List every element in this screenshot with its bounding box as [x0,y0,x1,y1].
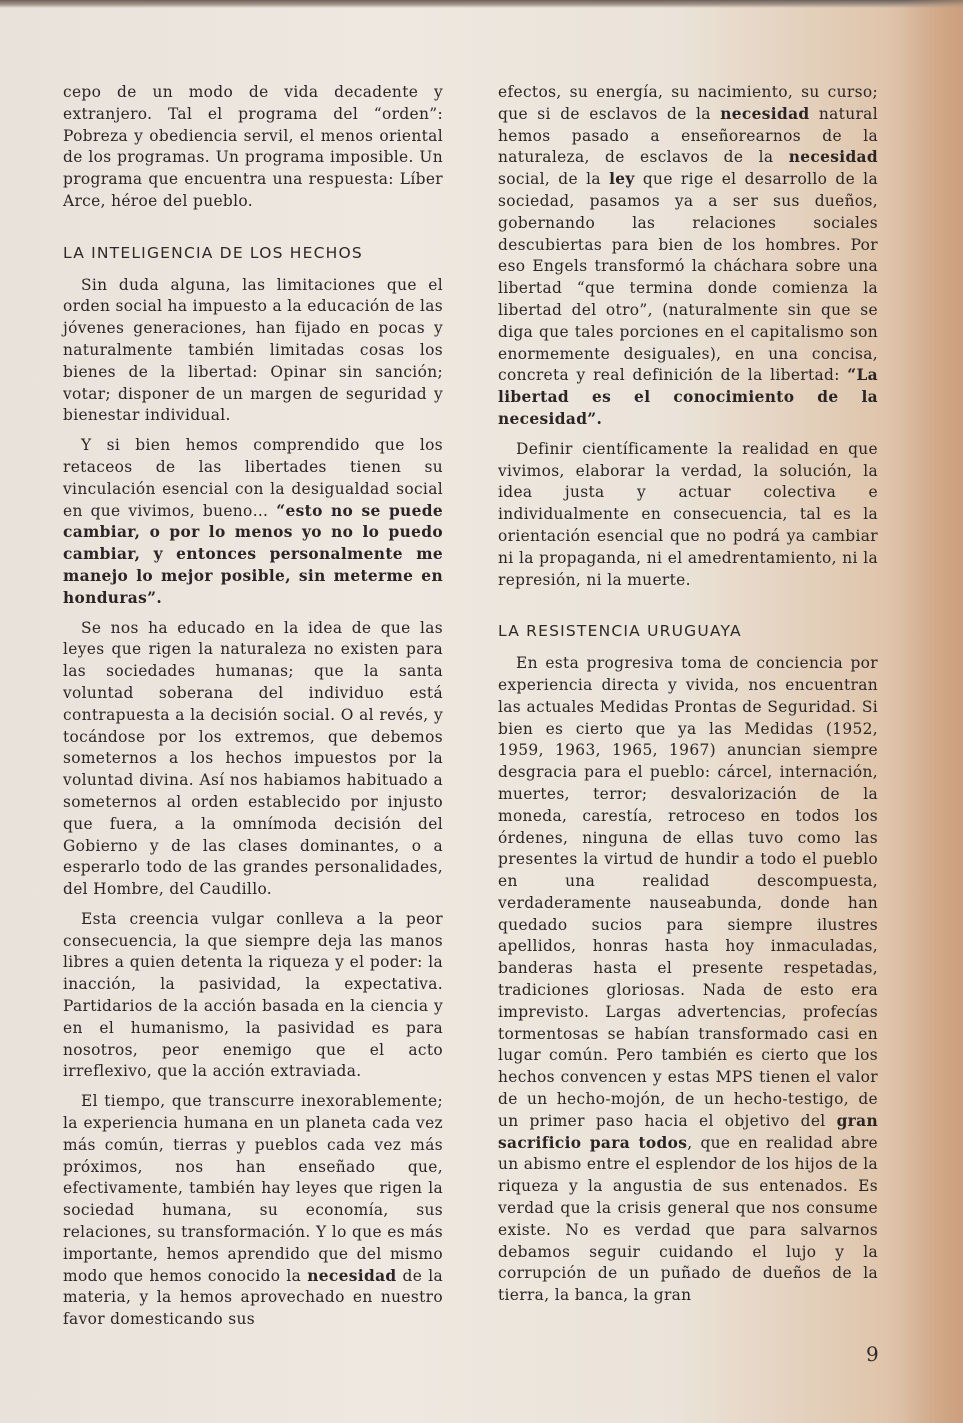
left-paragraph-6-necesidad: necesidad [307,1266,397,1285]
right-p3-a: En esta progresiva toma de conciencia por experiencia directa y vivida, nos encuentran las actuales Medidas Prontas de Seguridad. Si bien es cierto que ya las Medidas (1952, 1959, 1963, 1965, 1967) anuncian siempre desgracia para el pueblo: cárcel, internación, muertes, terror; desvalorización de la moneda, carestía, retroceso en todos los órdenes, ninguna de ellas tuvo como las presentes la virtud de hundir a todo el pueblo en una realidad descompuesta, verdaderamente nauseabunda, donde han quedado sucios para siempre ilustres apellidos, honras hasta hoy inmaculadas, banderas hasta el presente respetadas, tradiciones gloriosas. Nada de esto era imprevisto. Largas advertencias, profecías tormentosas se habían transformado casi en lugar común. Pero también es cierto que los hechos convencen y estas MPS tienen el valor de un hecho-mojón, de un hecho-testigo, de un primer paso hacia el objetivo del [498,654,878,1130]
page-top-edge [0,0,963,8]
left-paragraph-3 [63,435,443,609]
left-paragraph-3-quote: “esto no se puede cambiar, o por lo menos yo no lo puedo cambiar, y entonces personalmente me manejo lo mejor posible, sin meterme en honduras”. [63,501,443,607]
right-p1-engels-quote: “La libertad es el conocimiento de la necesidad”. [498,366,878,428]
left-paragraph-3-text: Y si bien hemos comprendido que los retaceos de las libertades tienen su vinculación esencial con la desigualdad social en que vivimos, bueno… [63,436,443,520]
right-p1-necesidad-2: necesidad [788,148,878,167]
page-right-shadow [903,0,963,1423]
left-paragraph-5: Esta creencia vulgar conlleva a la peor consecuencia, la que siempre deja las manos libres a quien detenta la riqueza y el poder: la inacción, la pasividad, la expectativa. Partidarios de la acción basada en la ciencia y en el humanismo, la pasividad es para nosotros, peor enemigo que el acto irreflexivo, que la acción extraviada. [63,909,443,1081]
left-paragraph-6-text-a: El tiempo, que transcurre inexorablemente; la experiencia humana en un planeta cada vez más común, tierras y pueblos cada vez más próximos, nos han enseñado que, efectivamente, también hay leyes que rigen la sociedad humana, su economía, sus relaciones, su transformación. Y lo que es más importante, hemos aprendido que del mismo modo que hemos conocido la [63,1092,443,1285]
right-paragraph-1 [498,82,878,431]
right-p1-g: que rige el desarrollo de la sociedad, pasamos ya a ser sus dueños, gobernando las relaciones sociales descubiertas para bien de los hombres. Por eso Engels transformó la cháchara sobre una libertad “que termina donde comienza la libertad del otro”, (naturalmente sin que se diga que tales porciones en el capitalismo son enormemente desiguales), en una concisa, concreta y real definición de la libertad: [498,170,878,385]
right-p1-e: social, de la [498,170,610,189]
right-paragraph-2: Definir científicamente la realidad en que vivimos, elaborar la verdad, la solución, la idea justa y actuar colectiva e individualmente en consecuencia, tal es la orientación esencial que no podrá ya cambiar ni la propaganda, ni el amedrentamiento, ni la represión, ni la muerte. [498,439,878,589]
left-paragraph-1: cepo de un modo de vida decadente y extranjero. Tal el programa del “orden”: Pobreza y obediencia servil, el menos oriental de los programas. Un programa imposible. Un programa que encuentra una respuesta: Líber Arce, héroe del pueblo. [63,83,443,210]
right-paragraph-3 [498,653,878,1307]
right-p1-ley: ley [609,170,635,189]
left-paragraph-4: Se nos ha educado en la idea de que las leyes que rigen la naturaleza no existen para las sociedades humanas; que la santa voluntad soberana del individuo está contrapuesta a la decisión social. O al revés, y tocándose por los extremos, que debemos someternos a los hechos impuestos por la voluntad divina. Así nos habiamos habituado a someternos al orden establecido por injusto que fuera, a la omnímoda decisión del Gobierno y de las clases dominantes, o a esperarlo todo de las grandes personalidades, del Hombre, del Caudillo. [63,618,443,899]
section-heading-resistencia: LA RESISTENCIA URUGUAYA [498,622,742,641]
left-column [63,82,443,1339]
right-p1-a: efectos, su energía, su nacimiento, su curso; que si de esclavos de la [498,83,878,123]
page-number: 9 [866,1342,879,1366]
right-p3-gran-sacrificio: gran sacrificio para todos [498,1111,878,1152]
right-p1-necesidad-1: necesidad [720,104,810,123]
left-paragraph-2: Sin duda alguna, las limitaciones que el orden social ha impuesto a la educación de las jóvenes generaciones, han fijado en pocas y naturalmente también limitadas cosas los bienes de la libertad: Opinar sin sanción; votar; disponer de un margen de seguridad y bienestar individual. [63,275,443,425]
right-p1-c: natural hemos pasado a enseñorearnos de la naturaleza, de esclavos de la [498,104,878,167]
right-column [498,82,878,1315]
left-paragraph-6 [63,1091,443,1331]
right-p3-c: , que en realidad abre un abismo entre el esplendor de los hijos de la riqueza y la angustia de sus entenados. Es verdad que la crisis general que nos consume existe. No es verdad que para salvarnos debamos seguir cuidando el lujo y la corrupción de un puñado de dueños de la tierra, la banca, la gran [498,1133,878,1305]
left-paragraph-6-text-c: de la materia, y la hemos aprovechado en nuestro favor domesticando sus [63,1266,443,1329]
section-heading-inteligencia: LA INTELIGENCIA DE LOS HECHOS [63,243,363,262]
